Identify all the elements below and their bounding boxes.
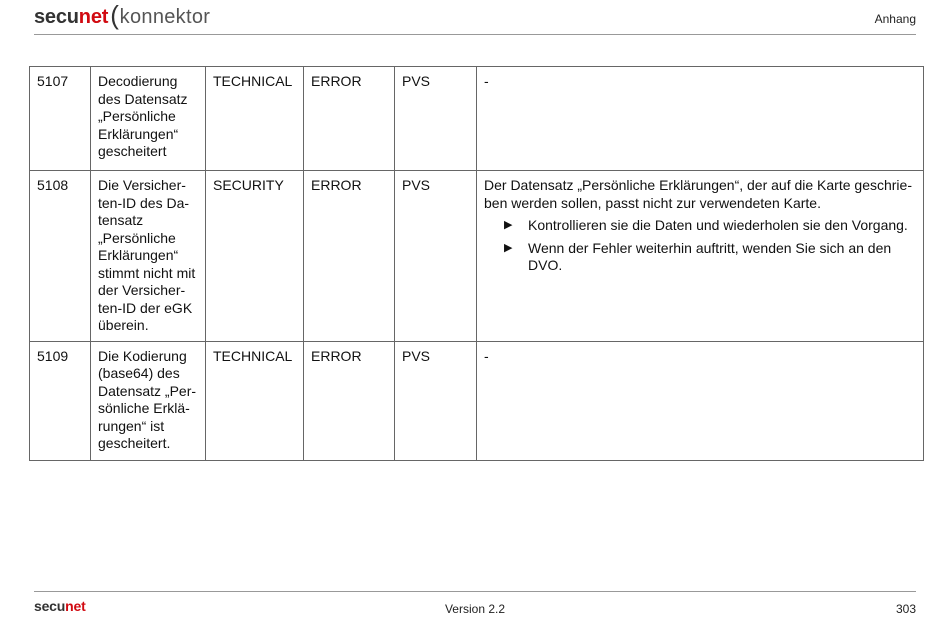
type-cell: SECURITY (206, 171, 304, 342)
page-number: 303 (895, 602, 916, 616)
logo-secu-text: secu (34, 6, 79, 28)
secunet-konnektor-logo (34, 2, 210, 29)
logo-net-text: net (65, 598, 86, 614)
bullet-triangle-icon: ▶ (504, 219, 513, 231)
error-code-cell: 5109 (30, 341, 91, 460)
description-cell: Die Versicher-ten-ID des Da-tensatz „Persönliche Erklärungen“ stimmt nicht mit der Versicher-ten-ID der eGK überein. (91, 171, 206, 342)
severity-cell: ERROR (304, 67, 395, 171)
remark-cell (477, 171, 924, 342)
origin-cell: PVS (395, 171, 477, 342)
error-code-table (29, 66, 924, 461)
severity-cell: ERROR (304, 341, 395, 460)
section-title: Anhang (874, 12, 916, 26)
header-divider (34, 34, 916, 35)
remark-cell: - (477, 67, 924, 171)
logo-product-text: konnektor (119, 6, 211, 28)
table-row (30, 67, 924, 171)
logo-net-text: net (78, 6, 109, 28)
description-cell: Die Kodierung (base64) des Datensatz „Per-sönliche Erklä-rungen“ ist gescheitert. (91, 341, 206, 460)
origin-cell: PVS (395, 341, 477, 460)
action-text: Kontrollieren sie die Daten und wiederholen sie den Vorgang. (528, 217, 908, 233)
origin-cell: PVS (395, 67, 477, 171)
remark-text: Der Datensatz „Persönliche Erklärungen“, der auf die Karte geschrie-ben werden sollen, passt nicht zur verwendeten Karte. (484, 177, 912, 211)
list-item (484, 240, 916, 275)
list-item (484, 217, 916, 235)
document-version: Version 2.2 (444, 602, 506, 616)
bullet-triangle-icon: ▶ (504, 241, 513, 254)
action-list (484, 217, 916, 275)
error-code-cell: 5108 (30, 171, 91, 342)
action-text: Wenn der Fehler weiterhin auftritt, wenden Sie sich an den DVO. (528, 239, 892, 273)
footer-divider (34, 591, 916, 592)
type-cell: TECHNICAL (206, 67, 304, 171)
severity-cell: ERROR (304, 171, 395, 342)
error-code-cell: 5107 (30, 67, 91, 171)
remark-cell: - (477, 341, 924, 460)
logo-bracket: ( (110, 0, 119, 30)
table-row (30, 171, 924, 342)
logo-secu-text: secu (34, 598, 66, 614)
description-cell: Decodierung des Datensatz „Persönliche Erklärungen“ gescheitert (91, 67, 206, 171)
type-cell: TECHNICAL (206, 341, 304, 460)
table-row (30, 341, 924, 460)
